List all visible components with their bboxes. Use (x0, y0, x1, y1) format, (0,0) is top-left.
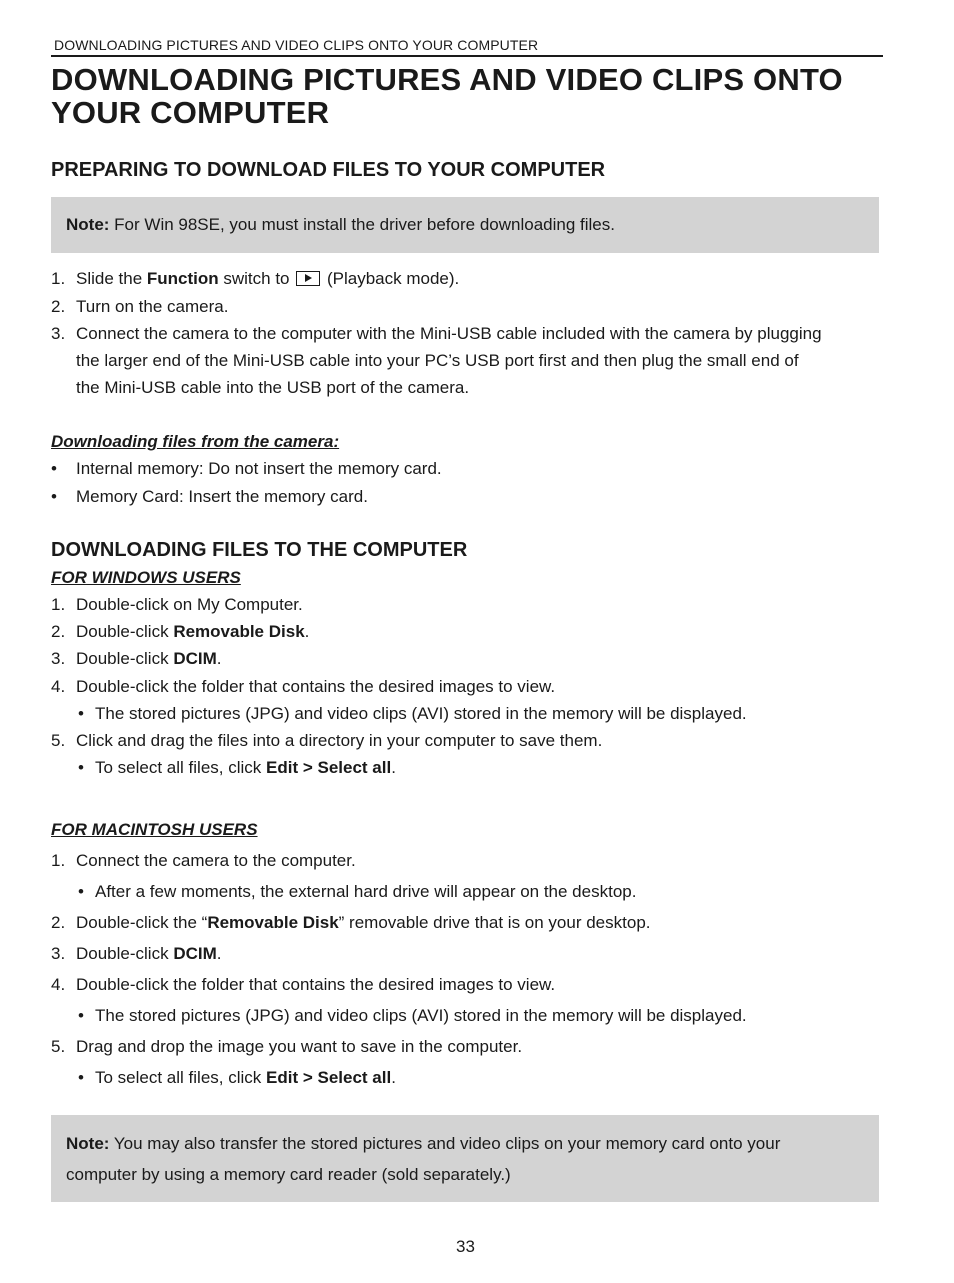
step-text: Double-click the “Removable Disk” removable drive that is on your desktop. (76, 913, 651, 932)
step-number: 1. (51, 595, 66, 614)
step-text: Connect the camera to the computer. (76, 851, 356, 870)
step-text: Double-click DCIM. (76, 944, 222, 963)
step-number: 3. (51, 649, 66, 668)
step-text: Double-click on My Computer. (76, 595, 303, 614)
step-number: 3. (51, 324, 66, 343)
note-text-line2: computer by using a memory card reader (sold separately.) (66, 1165, 511, 1184)
step-number: 1. (51, 269, 66, 288)
bullet: • (78, 1068, 84, 1087)
step-text: Double-click the folder that contains the desired images to view. (76, 975, 556, 994)
step-text: Double-click Removable Disk. (76, 622, 310, 641)
subheading-windows-users: FOR WINDOWS USERS (51, 568, 241, 587)
section-heading-preparing: PREPARING TO DOWNLOAD FILES TO YOUR COMPUTER (51, 159, 606, 181)
bullet: • (78, 882, 84, 901)
step-number: 5. (51, 1037, 66, 1056)
subheading-downloading-from-camera: Downloading files from the camera: (51, 432, 340, 451)
page-title-line1: DOWNLOADING PICTURES AND VIDEO CLIPS ONTO (51, 62, 843, 97)
step-number: 4. (51, 975, 66, 994)
step-number: 5. (51, 731, 66, 750)
subheading-macintosh-users: FOR MACINTOSH USERS (51, 820, 258, 839)
step-text: Double-click the folder that contains the desired images to view. (76, 677, 556, 696)
note-box-driver (51, 197, 879, 253)
step-number: 1. (51, 851, 66, 870)
note-label: Note: (66, 1134, 110, 1153)
bullet: • (78, 1006, 84, 1025)
step-text: Double-click DCIM. (76, 649, 222, 668)
step-text: Click and drag the files into a directory in your computer to save them. (76, 731, 603, 750)
note-text: For Win 98SE, you must install the driver before downloading files. (109, 215, 615, 234)
step-text: Slide the Function switch to (Playback mode). (76, 269, 460, 288)
page-title (51, 63, 880, 129)
step-text: Turn on the camera. (76, 297, 229, 316)
note-label: Note: (66, 215, 110, 234)
step-number: 4. (51, 677, 66, 696)
step-number: 3. (51, 944, 66, 963)
step-number: 2. (51, 297, 66, 316)
bullet-text: Memory Card: Insert the memory card. (76, 487, 368, 506)
bullet: • (78, 758, 84, 777)
step-number: 2. (51, 622, 66, 641)
bullet: • (78, 704, 84, 723)
running-header: DOWNLOADING PICTURES AND VIDEO CLIPS ONTO YOUR COMPUTER (51, 37, 883, 57)
bullet-text: After a few moments, the external hard drive will appear on the desktop. (95, 882, 637, 901)
step-number: 2. (51, 913, 66, 932)
step-text-line2: the larger end of the Mini-USB cable into your PC’s USB port first and then plug the small end of (76, 351, 799, 370)
step-text: Drag and drop the image you want to save in the computer. (76, 1037, 523, 1056)
bullet-text: To select all files, click Edit > Select all. (95, 1068, 396, 1087)
bullet: • (51, 459, 57, 478)
page-number: 33 (456, 1237, 475, 1256)
playback-icon (296, 271, 320, 286)
bullet-text: The stored pictures (JPG) and video clips (AVI) stored in the memory will be displayed. (95, 1006, 747, 1025)
note-text-line1: You may also transfer the stored pictures and video clips on your memory card onto your (109, 1134, 781, 1153)
section-heading-downloading: DOWNLOADING FILES TO THE COMPUTER (51, 539, 468, 561)
bullet-text: To select all files, click Edit > Select all. (95, 758, 396, 777)
note-box-card-reader (51, 1115, 879, 1202)
page-title-line2: YOUR COMPUTER (51, 95, 330, 130)
bullet-text: The stored pictures (JPG) and video clips (AVI) stored in the memory will be displayed. (95, 704, 747, 723)
step-text-line1: Connect the camera to the computer with the Mini-USB cable included with the camera by plugging (76, 324, 822, 343)
bullet: • (51, 487, 57, 506)
bullet-text: Internal memory: Do not insert the memory card. (76, 459, 442, 478)
step-text-line3: the Mini-USB cable into the USB port of the camera. (76, 378, 470, 397)
